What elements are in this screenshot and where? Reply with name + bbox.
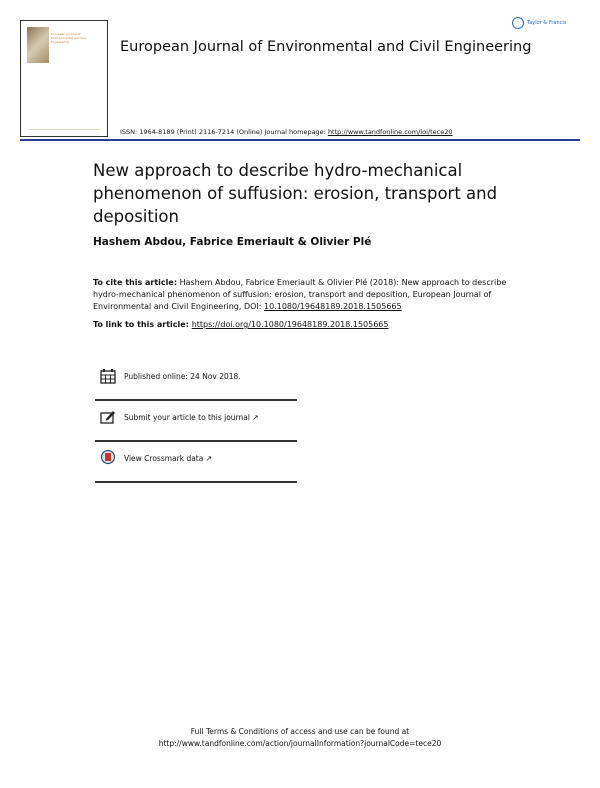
citation: [93, 277, 513, 313]
crossmark-text: View Crossmark data ↗: [124, 453, 213, 463]
doi-link[interactable]: 10.1080/19648189.2018.1505665: [264, 302, 402, 311]
article-url-link[interactable]: https://doi.org/10.1080/19648189.2018.1505665: [191, 320, 389, 329]
footer-terms-link[interactable]: http://www.tandfonline.com/action/journalInformation?journalCode=tece20: [158, 739, 442, 748]
divider: [95, 481, 297, 483]
cite-label: To cite this article:: [93, 278, 178, 287]
journal-title: European Journal of Environmental and Civil Engineering: [120, 39, 532, 55]
cover-line: [27, 129, 101, 130]
article-link: [93, 320, 389, 329]
divider: [95, 399, 297, 401]
issn-text: ISSN: 1964-8189 (Print) 2116-7214 (Online) Journal homepage:: [120, 128, 328, 136]
journal-homepage-link[interactable]: http://www.tandfonline.com/loi/tece20: [327, 128, 453, 136]
publisher-name: Taylor & Francis: [527, 20, 567, 26]
publisher-logo-icon: [512, 17, 524, 29]
edit-icon: [100, 409, 116, 425]
published-online-item: [100, 368, 241, 384]
cite-text: Hashem Abdou, Fabrice Emeriault & Olivier Plé (2018): New approach to describe hydro-mechanical phenomenon of suffusion: erosion, transport and deposition, European Journal of Environmental and Civil Engineering, DOI:: [93, 278, 507, 311]
footer-terms-text: Full Terms & Conditions of access and use can be found at: [190, 727, 410, 736]
article-authors: Hashem Abdou, Fabrice Emeriault & Olivier Plé: [93, 236, 372, 248]
link-label: To link to this article:: [93, 320, 192, 329]
submit-article-link[interactable]: [100, 409, 259, 425]
publisher-logo: [512, 17, 566, 29]
calendar-icon: [100, 368, 116, 384]
cover-image: [27, 27, 49, 63]
divider: [95, 440, 297, 442]
crossmark-icon: [100, 450, 116, 466]
footer: [0, 726, 600, 750]
header-divider: [20, 139, 580, 141]
submit-article-text: Submit your article to this journal ↗: [124, 412, 259, 422]
cover-title: European Journal of Environmental and Civil Engineering: [51, 32, 87, 44]
published-online-text: Published online: 24 Nov 2018.: [124, 371, 241, 381]
issn-line: [120, 128, 452, 136]
article-title: New approach to describe hydro-mechanical phenomenon of suffusion: erosion, transport and deposition: [93, 161, 498, 226]
journal-cover-thumbnail: [20, 20, 108, 137]
crossmark-link[interactable]: [100, 450, 212, 466]
